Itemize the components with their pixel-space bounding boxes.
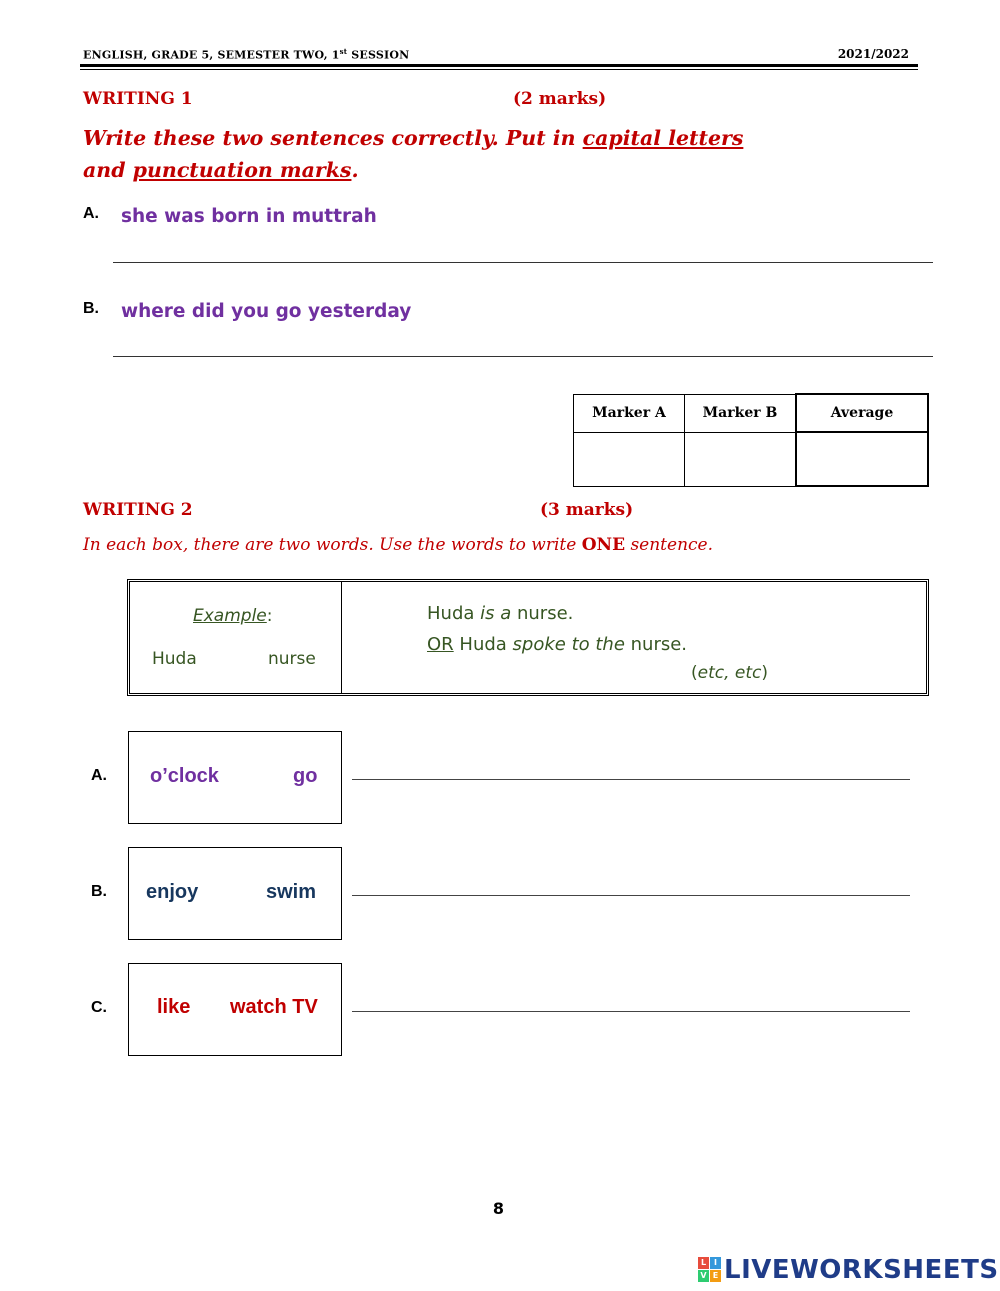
question-a-letter: A. xyxy=(83,205,99,222)
page-number: 8 xyxy=(492,1199,505,1218)
marker-table xyxy=(573,393,929,487)
item-a-letter: A. xyxy=(91,767,107,784)
header-title: ENGLISH, GRADE 5, SEMESTER TWO, 1st SESSION xyxy=(83,47,410,62)
logo-blocks-icon: L I V E xyxy=(698,1257,722,1283)
marker-b-score[interactable] xyxy=(685,432,797,486)
item-b-letter: B. xyxy=(91,883,107,900)
item-c-letter: C. xyxy=(91,999,107,1016)
marker-a-header: Marker A xyxy=(574,394,685,432)
header-rule xyxy=(80,64,918,67)
answer-line-a[interactable] xyxy=(113,262,933,263)
example-word-1: Huda xyxy=(152,649,197,669)
question-a-text: she was born in muttrah xyxy=(121,206,377,227)
item-a-word-2: go xyxy=(293,765,318,787)
item-b-word-2: swim xyxy=(266,881,317,903)
example-divider xyxy=(341,582,342,694)
example-word-2: nurse xyxy=(268,649,316,669)
logo-text: LIVEWORKSHEETS xyxy=(724,1255,999,1285)
writing1-instruction: Write these two sentences correctly. Put in capital letters and punctuation marks. xyxy=(83,126,744,182)
item-a-answer-line[interactable] xyxy=(352,779,910,780)
answer-line-b[interactable] xyxy=(113,356,933,357)
writing2-marks: (3 marks) xyxy=(540,500,634,520)
item-b-word-1: enjoy xyxy=(146,881,199,903)
marker-b-header: Marker B xyxy=(685,394,797,432)
writing2-instruction: In each box, there are two words. Use the words to write ONE sentence. xyxy=(83,535,714,555)
item-c-answer-line[interactable] xyxy=(352,1011,910,1012)
header-rule-thin xyxy=(80,69,918,70)
average-header: Average xyxy=(796,394,928,432)
item-c-word-1: like xyxy=(157,996,191,1018)
item-a-word-1: o’clock xyxy=(150,765,219,787)
item-c-word-2: watch TV xyxy=(230,996,318,1018)
header-year: 2021/2022 xyxy=(837,47,909,61)
item-b-answer-line[interactable] xyxy=(352,895,910,896)
question-b-text: where did you go yesterday xyxy=(121,301,412,322)
example-sentence-2: OR Huda spoke to the nurse. xyxy=(427,634,688,655)
writing1-title: WRITING 1 xyxy=(83,89,193,109)
average-score[interactable] xyxy=(796,432,928,486)
example-etc: (etc, etc) xyxy=(691,663,769,683)
question-b-letter: B. xyxy=(83,300,99,317)
writing2-title: WRITING 2 xyxy=(83,500,193,520)
writing1-marks: (2 marks) xyxy=(513,89,607,109)
example-sentence-1: Huda is a nurse. xyxy=(427,603,574,624)
marker-a-score[interactable] xyxy=(574,432,685,486)
example-label: Example: xyxy=(193,606,273,626)
